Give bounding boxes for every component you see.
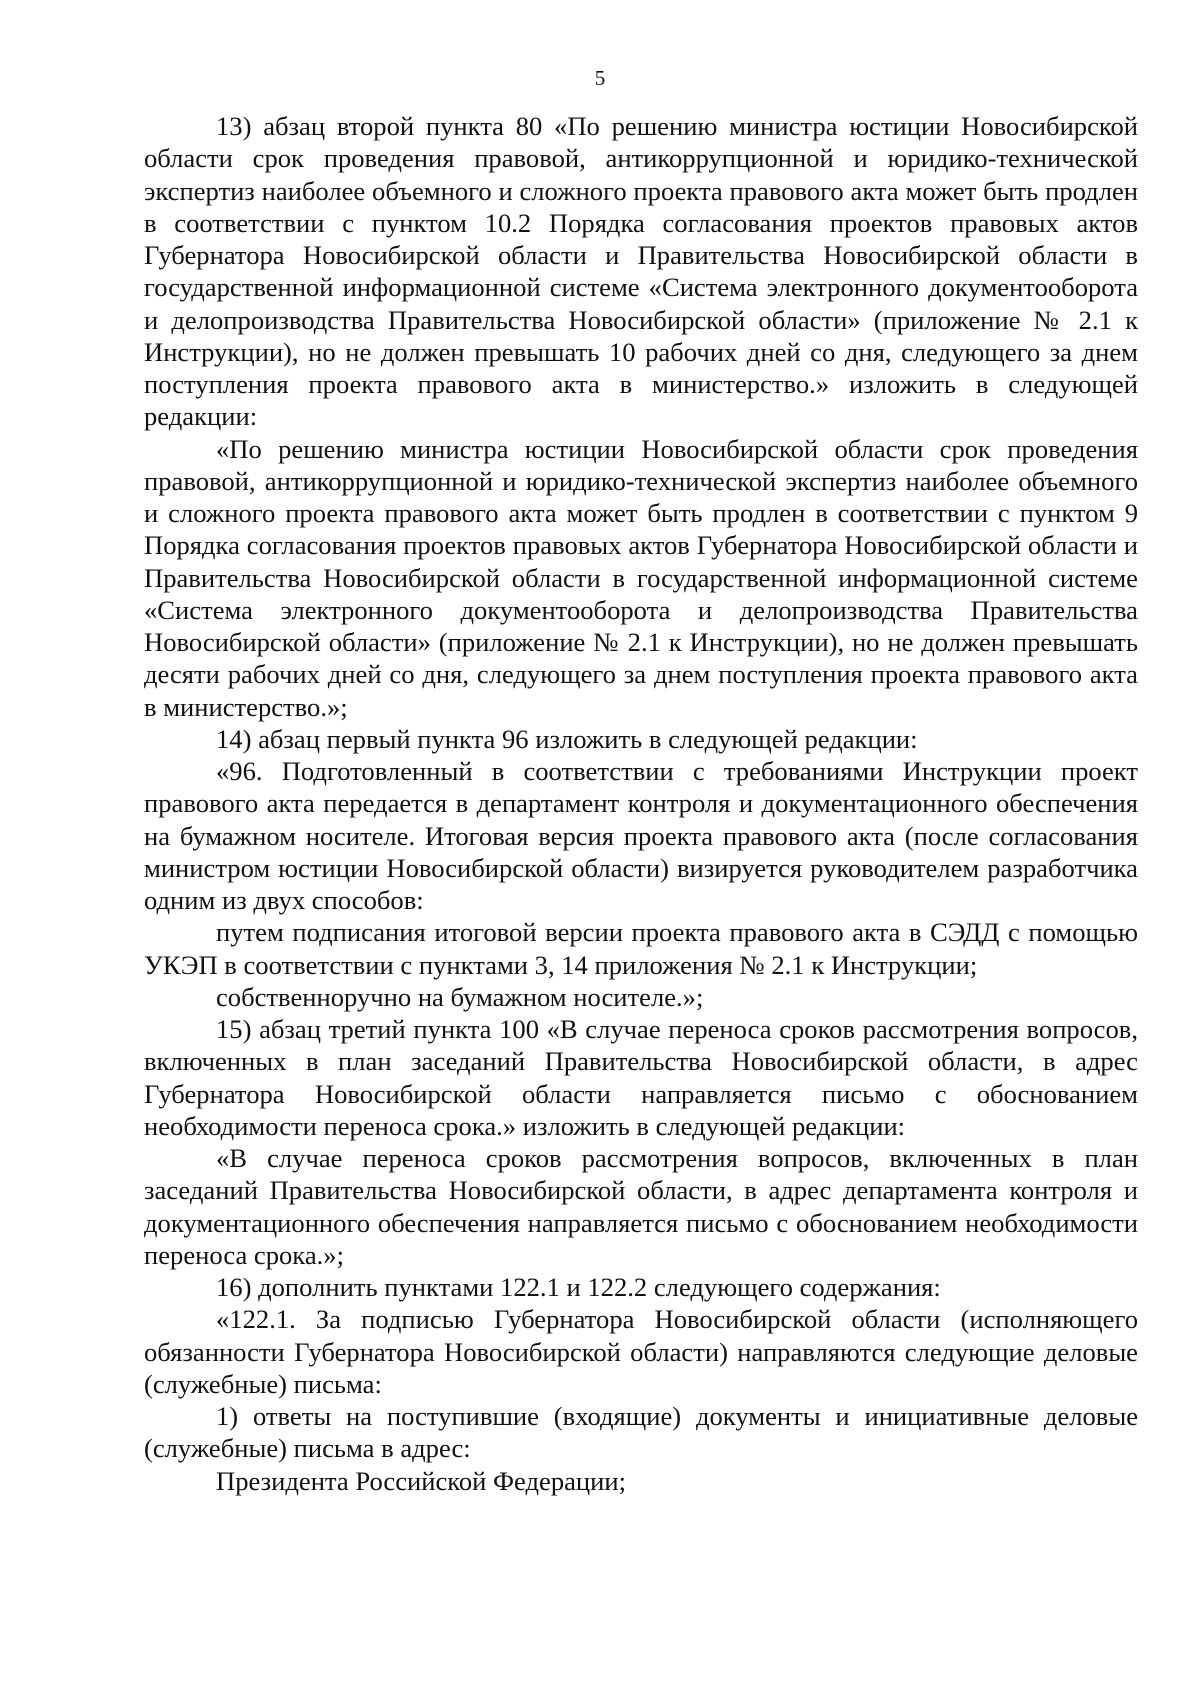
paragraph-item-13: 13) абзац второй пункта 80 «По решению министра юстиции Новосибирской области срок проведения правовой, антикоррупционной и юридико-технической экспертиз наиболее объемного и сложного проекта правового акта может быть продлен в соответствии с пунктом 10.2 Порядка согласования проектов правовых актов Губернатора Новосибирской области и Правительства Новосибирской области в государственной информационной системе «Система электронного документооборота и делопроизводства Правительства Новосибирской области» (приложение № 2.1 к Инструкции), но не должен превышать 10 рабочих дней со дня, следующего за днем поступления проекта правового акта в министерство.» изложить в следующей редакции: [144, 111, 1138, 432]
paragraph-item-13-new-wording: «По решению министра юстиции Новосибирской области срок проведения правовой, антикоррупционной и юридико-технической экспертиз наиболее объемного и сложного проекта правового акта может быть продлен в соответствии с пунктом 9 Порядка согласования проектов правовых актов Губернатора Новосибирской области и Правительства Новосибирской области в государственной информационной системе «Система электронного документооборота и делопроизводства Правительства Новосибирской области» (приложение № 2.1 к Инструкции), но не должен превышать десяти рабочих дней со дня, следующего за днем поступления проекта правового акта в министерство.»; [144, 433, 1138, 722]
paragraph-item-14: 14) абзац первый пункта 96 изложить в следующей редакции: [216, 723, 918, 754]
paragraph-item-15-new-wording: «В случае переноса сроков рассмотрения вопросов, включенных в план заседаний Правительства Новосибирской области, в адрес департамента контроля и документационного обеспечения направляется письмо с обоснованием необходимости переноса срока.»; [144, 1143, 1138, 1270]
paragraph-clause-122-1: «122.1. За подписью Губернатора Новосибирской области (исполняющего обязанности Губернатора Новосибирской области) направляются следующие деловые (служебные) письма: [144, 1304, 1138, 1399]
page-number: 5 [594, 66, 606, 90]
paragraph-subclause-1: 1) ответы на поступившие (входящие) документы и инициативные деловые (служебные) письма в адрес: [144, 1401, 1138, 1464]
document-body [144, 110, 1138, 1497]
paragraph-method-handwritten: собственноручно на бумажном носителе.»; [216, 981, 704, 1012]
paragraph-item-14-new-wording: «96. Подготовленный в соответствии с требованиями Инструкции проект правового акта передается в департамент контроля и документационного обеспечения на бумажном носителе. Итоговая версия проекта правового акта (после согласования министром юстиции Новосибирской области) визируется руководителем разработчика одним из двух способов: [144, 756, 1138, 915]
paragraph-president: Президента Российской Федерации; [216, 1465, 627, 1496]
paragraph-item-16: 16) дополнить пунктами 122.1 и 122.2 следующего содержания: [216, 1272, 941, 1302]
paragraph-item-15: 15) абзац третий пункта 100 «В случае переноса сроков рассмотрения вопросов, включенных в план заседаний Правительства Новосибирской области, в адрес Губернатора Новосибирской области направляется письмо с обоснованием необходимости переноса срока.» изложить в следующей редакции: [144, 1014, 1138, 1141]
paragraph-method-signing: путем подписания итоговой версии проекта правового акта в СЭДД с помощью УКЭП в соответствии с пунктами 3, 14 приложения № 2.1 к Инструкции; [144, 917, 1138, 980]
